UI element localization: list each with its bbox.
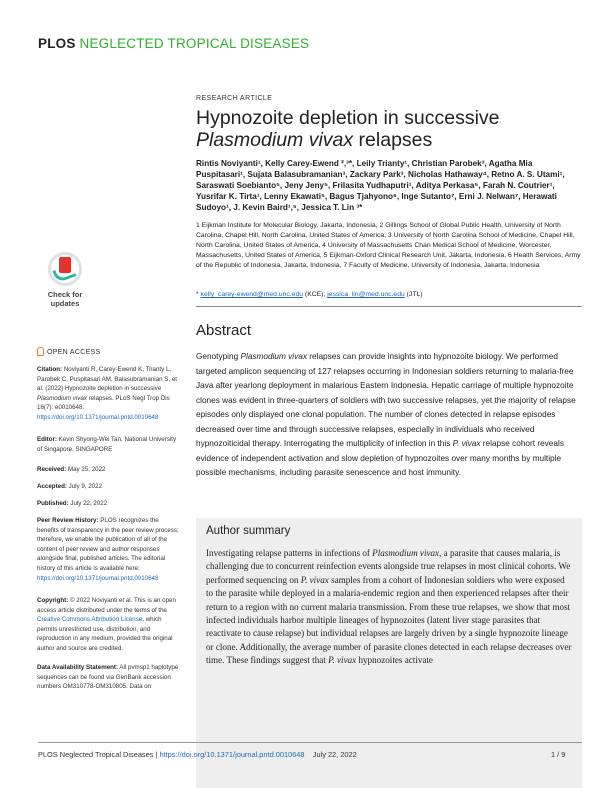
abstract-heading: Abstract [196, 322, 252, 339]
email-link-kce[interactable]: kelly_carey-ewend@med.unc.edu [200, 291, 304, 298]
journal-plos-label: PLOS [38, 36, 76, 51]
open-access-label: OPEN ACCESS [47, 349, 101, 356]
open-access-badge [37, 347, 100, 356]
correspondence [196, 291, 581, 298]
journal-header [38, 36, 309, 51]
peer-review-history: Peer Review History: PLOS recognizes the benefits of transparency in the peer review process; therefore, we enable the publication of all of the content of peer review and author responses alongside final, published articles. The editorial history of this article is available here: https://doi.org/10.1371/journal.pntd.0010648 [37, 517, 179, 582]
peer-review-doi-link[interactable]: https://doi.org/10.1371/journal.pntd.0010648 [37, 574, 159, 582]
received-date: Received: May 25, 2022 [37, 466, 106, 473]
check-for-updates-label: Check for updates [47, 290, 83, 308]
footer-date: July 22, 2022 [312, 750, 357, 759]
corr-suffix: (JTL) [404, 291, 423, 298]
title-rest: relapses [353, 129, 433, 151]
divider [196, 306, 582, 307]
citation: Citation: Noviyanti R, Carey-Ewend K, Trianty L, Parobek C, Puspitasari AM, Balasubramanian S, et al. (2022) Hypnozoite depletion in successive Plasmodium vivax relapses. PLoS Negl Trop Dis 16(7): e0010648. https://doi.org/10.1371/journal.pntd.0010648 [37, 366, 177, 421]
article-type: RESEARCH ARTICLE [196, 95, 273, 102]
footer-doi-link[interactable]: https://doi.org/10.1371/journal.pntd.0010648 [159, 750, 305, 759]
affiliations: 1 Eijkman Institute for Molecular Biology, Jakarta, Indonesia, 2 Gillings School of Global Public Health, University of North Carolina, Chapel Hill, North Carolina, United States of America, 3 University of North Carolina School of Medicine, Chapel Hill, North Carolina, United States of America, 4 University of Massachusetts Chan Medical School of Medicine, Worcester, Massachusetts, United States of America, 5 Eijkman-Oxford Clinical Research Unit, Jakarta, Indonesia, 6 Health Services, Army of the Republic of Indonesia, Jakarta, Indonesia, 7 Faculty of Medicine, University of Indonesia, Jakarta, Indonesia [196, 222, 581, 269]
corr-mid: (KCE); [303, 291, 328, 298]
open-access-lock-icon [37, 347, 44, 356]
accepted-date: Accepted: July 9, 2022 [37, 483, 103, 490]
copyright: Copyright: © 2022 Noviyanti et al. This is an open access article distributed under the terms of the Creative Commons Attribution License, which permits unrestricted use, distribution, and reproduction in any medium, provided the original author and source are credited. [37, 597, 176, 652]
citation-doi-link[interactable]: https://doi.org/10.1371/journal.pntd.0010648 [37, 413, 159, 421]
author-summary-heading: Author summary [206, 525, 291, 537]
email-link-jtl[interactable]: jessica_lin@med.unc.edu [327, 291, 405, 298]
footer-journal: PLOS Neglected Tropical Diseases [38, 750, 154, 759]
published-date: Published: July 22, 2022 [37, 500, 108, 507]
author-list: Rintis Noviyanti¹, Kelly Carey-Ewend ²,³*, Leily Trianty¹, Christian Parobek³, Agatha Mia Puspitasari¹, Sujata Balasubramanian³, Zackary Park³, Nicholas Hathaway⁴, Retno A. S. Utami¹, Saraswati Soebianto⁵, Jeny Jeny⁵, Frilasita Yudhaputri¹, Aditya Perkasa⁵, Farah N. Coutrier¹, Yusrifar K. Tirta¹, Lenny Ekawati⁵, Bagus Tjahyono⁶, Inge Sutanto⁷, Erni J. Nelwan⁷, Herawati Sudoyo¹, J. Kevin Baird¹,⁵, Jessica T. Lin ³* [196, 159, 565, 213]
title-italic: Plasmodium vivax [196, 129, 354, 151]
page-number: 1 / 9 [551, 750, 566, 759]
journal-name: NEGLECTED TROPICAL DISEASES [79, 36, 310, 51]
title-line1: Hypnozoite depletion in successive [196, 107, 500, 129]
page-footer: PLOS Neglected Tropical Diseases | https://doi.org/10.1371/journal.pntd.0010648 July 22, 2022 [38, 750, 357, 759]
check-for-updates-icon [48, 252, 82, 286]
cc-license-link[interactable]: Creative Commons Attribution License [37, 616, 143, 624]
author-summary-text: Investigating relapse patterns in infections of Plasmodium vivax, a parasite that causes malaria, is challenging due to concurrent reinfection events alongside true relapses in most clinical cohorts. We performed sequencing on P. vivax samples from a cohort of Indonesian soldiers who were exposed to the parasite while deployed in a malaria-endemic region and then experienced relapses after their return to a region with no current malaria transmission. From these true relapses, we show that most infected individuals harbor multiple lineages of hypnozoites (latent liver stage parasites that reactivate to cause relapse) but individual relapses are largely driven by a single hypnozoite lineage or clone. Additionally, the average number of parasite clones detected in each relapse decreases over time. These findings suggest that P. vivax hypnozoites activate [206, 548, 572, 666]
data-availability: Data Availability Statement: All pvmsp1 haplotype sequences can be found via GenBank accession numbers OM310778-OM310805. Data on [37, 664, 179, 691]
abstract-text: Genotyping Plasmodium vivax relapses can provide insights into hypnozoite biology. We performed targeted amplicon sequencing of 127 relapses occurring in Indonesian soldiers returning to malaria-free Java after yearlong deployment in malarious Eastern Indonesia. Hepatic carriage of multiple hypnozoite clones was evident in three-quarters of soldiers with two successive relapses, yet the majority of relapse episodes only displayed one clonal population. The number of clones detected in relapse episodes decreased over time and through successive relapses, especially in individuals who received hypnozoiticidal therapy. Interrogating the multiplicity of infection in this P. vivax relapse cohort reveals evidence of independent activation and slow depletion of hypnozoites over many months by multiple possible mechanisms, including parasite senescence and host immunity. [196, 352, 576, 477]
editor: Editor: Kevin Shyong-Wei Tan, National University of Singapore, SINGAPORE [37, 436, 177, 453]
article-title [196, 107, 576, 151]
footer-divider [38, 742, 582, 743]
corr-prefix: * [196, 291, 201, 298]
check-for-updates-button[interactable] [40, 252, 90, 318]
